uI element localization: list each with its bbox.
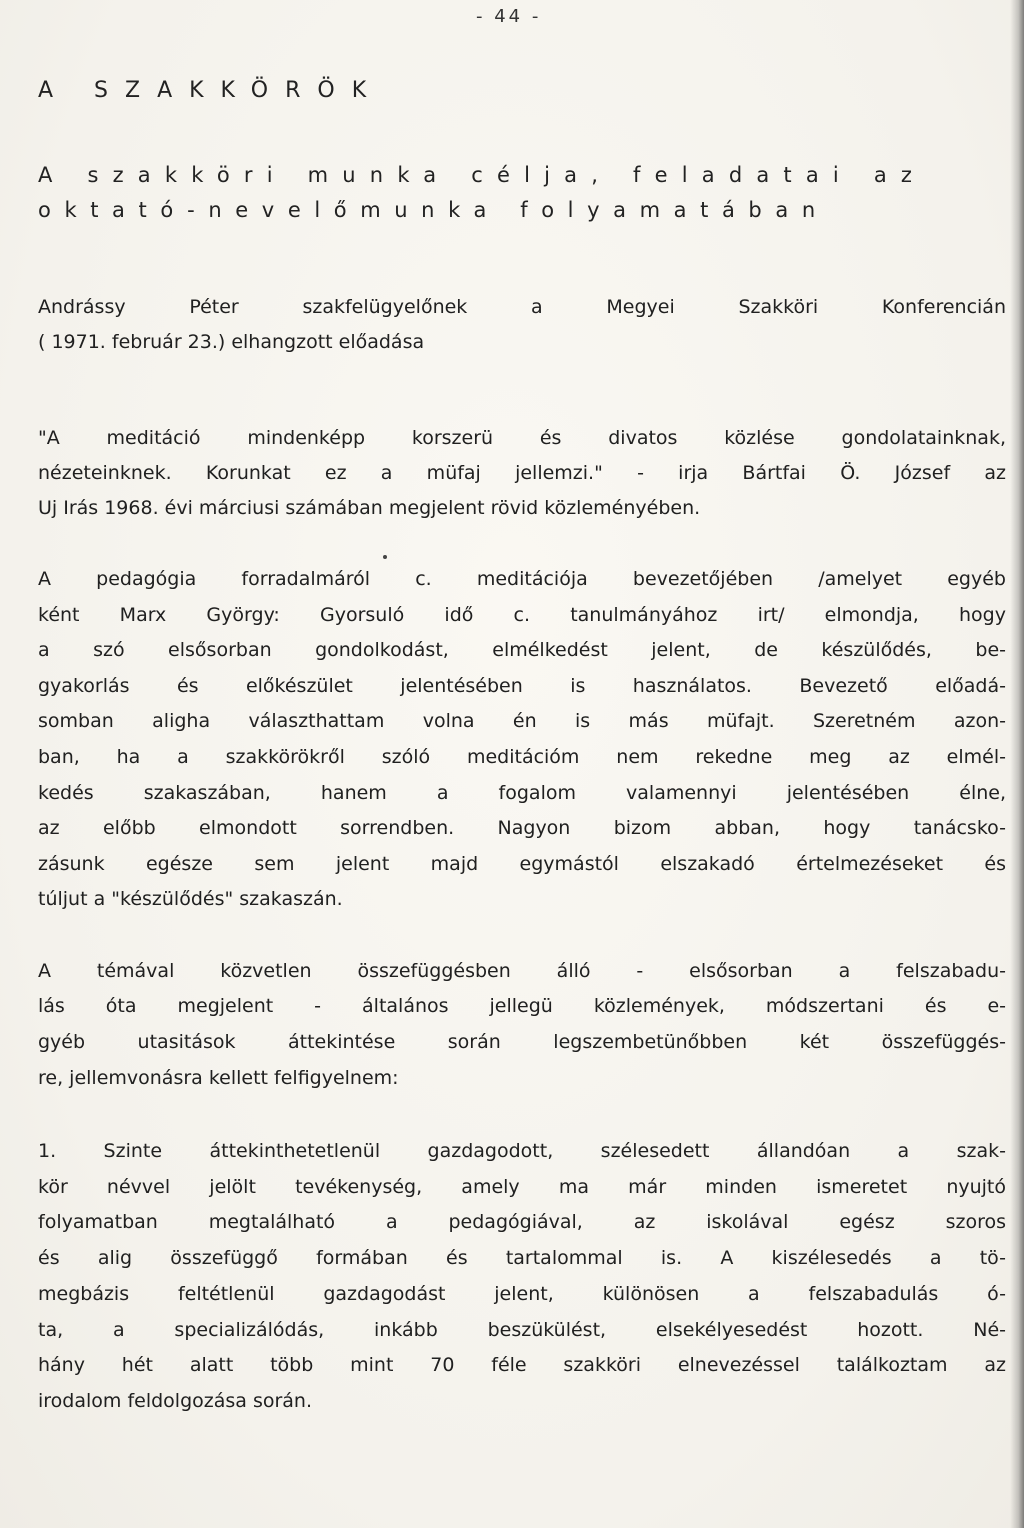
chapter-title: A SZAKKÖRÖK bbox=[38, 78, 384, 103]
paragraph-line: Uj Irás 1968. évi márciusi számában megjelent rövid közleményében. bbox=[38, 497, 701, 519]
intro-line: ( 1971. február 23.) elhangzott előadása bbox=[38, 331, 425, 353]
paragraph-line: gyakorlás és előkészület jelentésében is használatos. Bevezető előadá- bbox=[38, 675, 1006, 697]
paragraph-line: ként Marx György: Gyorsuló idő c. tanulmányához irt/ elmondja, hogy bbox=[38, 604, 1006, 626]
paragraph-line: gyéb utasitások áttekintése során legszembetünőbben két összefüggés- bbox=[38, 1031, 1006, 1053]
paragraph-line: hány hét alatt több mint 70 féle szakköri elnevezéssel találkoztam az bbox=[38, 1354, 1006, 1376]
paragraph-line: A témával közvetlen összefüggésben álló - elsősorban a felszabadu- bbox=[38, 960, 1006, 982]
intro-line: Andrássy Péter szakfelügyelőnek a Megyei Szakköri Konferencián bbox=[38, 296, 1006, 318]
subtitle-line: oktató-nevelőmunka folyamatában bbox=[38, 198, 829, 222]
page-edge-shadow bbox=[1010, 0, 1024, 1528]
paragraph-line: megbázis feltétlenül gazdagodást jelent, különösen a felszabadulás ó- bbox=[38, 1283, 1006, 1305]
paragraph-line: nézeteinknek. Korunkat ez a müfaj jellemzi." - irja Bártfai Ö. József az bbox=[38, 462, 1006, 484]
paragraph-line: "A meditáció mindenképp korszerü és divatos közlése gondolatainknak, bbox=[38, 427, 1006, 449]
paragraph-line: túljut a "készülődés" szakaszán. bbox=[38, 888, 343, 910]
paragraph-line: a szó elsősorban gondolkodást, elmélkedést jelent, de készülődés, be- bbox=[38, 639, 1006, 661]
paragraph-line: zásunk egésze sem jelent majd egymástól elszakadó értelmezéseket és bbox=[38, 853, 1006, 875]
paragraph-line: somban aligha választhattam volna én is más müfajt. Szeretném azon- bbox=[38, 710, 1006, 732]
paragraph-line: re, jellemvonásra kellett felfigyelnem: bbox=[38, 1067, 399, 1089]
paragraph-line: és alig összefüggő formában és tartalommal is. A kiszélesedés a tö- bbox=[38, 1247, 1006, 1269]
paragraph-line: 1. Szinte áttekinthetetlenül gazdagodott, szélesedett állandóan a szak- bbox=[38, 1140, 1006, 1162]
paragraph-line: kör névvel jelölt tevékenység, amely ma már minden ismeretet nyujtó bbox=[38, 1176, 1006, 1198]
paragraph-line: irodalom feldolgozása során. bbox=[38, 1390, 313, 1412]
paragraph-line: ban, ha a szakkörökről szóló meditációm nem rekedne meg az elmél- bbox=[38, 746, 1006, 768]
paragraph-line: A pedagógia forradalmáról c. meditációja bevezetőjében /amelyet egyéb bbox=[38, 568, 1006, 590]
paragraph-line: lás óta megjelent - általános jellegü közlemények, módszertani és e- bbox=[38, 995, 1006, 1017]
paragraph-line: ta, a specializálódás, inkább beszükülést, elsekélyesedést hozott. Né- bbox=[38, 1319, 1006, 1341]
subtitle-line: A szakköri munka célja, feladatai az bbox=[38, 163, 927, 187]
paragraph-line: az előbb elmondott sorrendben. Nagyon bizom abban, hogy tanácsko- bbox=[38, 817, 1006, 839]
page-number: - 44 - bbox=[476, 6, 542, 27]
paragraph-line: kedés szakaszában, hanem a fogalom valamennyi jelentésében élne, bbox=[38, 782, 1006, 804]
paragraph-line: folyamatban megtalálható a pedagógiával, az iskolával egész szoros bbox=[38, 1211, 1006, 1233]
ink-speck bbox=[383, 555, 387, 559]
